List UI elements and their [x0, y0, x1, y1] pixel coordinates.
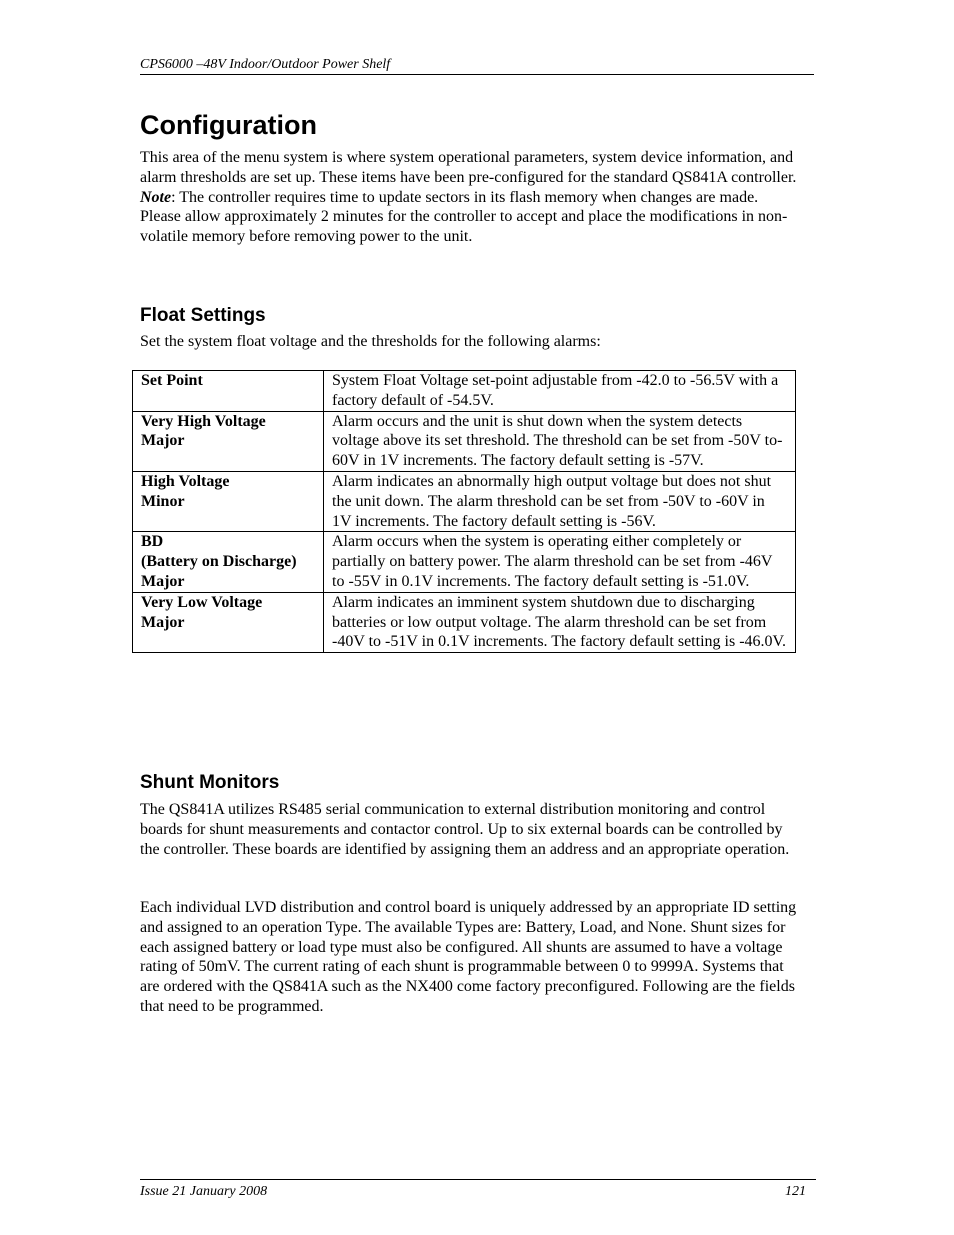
intro-text-part1: This area of the menu system is where system operational parameters, system device information, and alarm thresholds are set up. These items have been pre-configured for the standard QS841A controller. [140, 149, 797, 186]
setting-name: High Voltage Minor [133, 471, 324, 531]
shunt-monitors-paragraph-2: Each individual LVD distribution and control board is uniquely addressed by an appropriate ID setting and assigned to an operation Type. The available Types are: Battery, Load, and None. Shunt sizes for each assigned battery or load type must also be configured. All shunts are assumed to have a voltage rating of 50mV. The current rating of each shunt is programmable between 0 to 9999A. Systems that are ordered with the QS841A such as the NX400 come factory preconfigured. Following are the fields that need to be programmed. [140, 899, 797, 1015]
table-row [133, 411, 796, 471]
table-row [133, 371, 796, 412]
footer-issue: Issue 21 January 2008 [140, 1184, 268, 1199]
setting-description: Alarm indicates an abnormally high output voltage but does not shut the unit down. The alarm threshold can be set from -50V to -60V in 1V increments. The factory default setting is -56V. [324, 471, 796, 531]
setting-description: Alarm indicates an imminent system shutdown due to discharging batteries or low output voltage. The alarm threshold can be set from -40V to -51V in 0.1V increments. The factory default setting is -46.0V. [324, 592, 796, 652]
setting-description: Alarm occurs when the system is operating either completely or partially on battery power. The alarm threshold can be set from -46V to -55V in 0.1V increments. The factory default setting is -51.0V. [324, 532, 796, 592]
page-number: 121 [785, 1184, 806, 1199]
setting-description: Alarm occurs and the unit is shut down when the system detects voltage above its set threshold. The threshold can be set from -50V to- 60V in 1V increments. The factory default setting is -57V. [324, 411, 796, 471]
setting-description: System Float Voltage set-point adjustable from -42.0 to -56.5V with a factory default of -54.5V. [324, 371, 796, 412]
note-label: Note [140, 188, 172, 206]
running-footer [140, 1179, 816, 1199]
configuration-intro [140, 148, 800, 247]
configuration-heading: Configuration [140, 110, 317, 140]
float-settings-table [132, 370, 796, 653]
table-row [133, 592, 796, 652]
setting-name: Set Point [133, 371, 324, 412]
setting-name: Very Low Voltage Major [133, 592, 324, 652]
shunt-monitors-heading: Shunt Monitors [140, 772, 280, 793]
float-settings-heading: Float Settings [140, 305, 266, 326]
table-row [133, 471, 796, 531]
float-settings-intro: Set the system float voltage and the thresholds for the following alarms: [140, 333, 601, 350]
setting-name: Very High Voltage Major [133, 411, 324, 471]
running-header [140, 55, 814, 75]
intro-text-part2: : The controller requires time to update sectors in its flash memory when changes are made. Please allow approximately 2 minutes for the controller to accept and place the modifications in non-volatile memory before removing power to the unit. [140, 188, 788, 246]
header-title: CPS6000 –48V Indoor/Outdoor Power Shelf [140, 57, 391, 72]
shunt-monitors-paragraph-1: The QS841A utilizes RS485 serial communication to external distribution monitoring and control boards for shunt measurements and contactor control. Up to six external boards can be controlled by the controller. These boards are identified by assigning them an address and an appropriate operation. [140, 801, 790, 858]
table-row [133, 532, 796, 592]
setting-name: BD (Battery on Discharge) Major [133, 532, 324, 592]
